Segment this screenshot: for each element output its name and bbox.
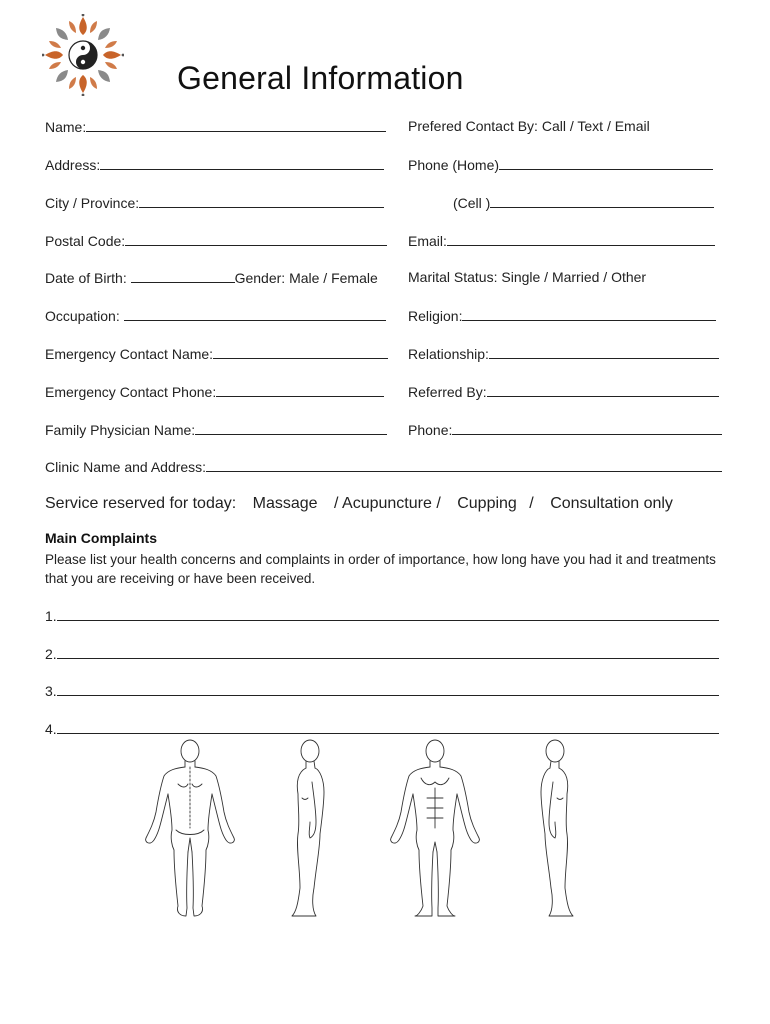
body-back-view xyxy=(146,740,235,916)
relationship-field[interactable] xyxy=(408,345,719,362)
contact-pref-field[interactable] xyxy=(408,118,650,134)
relationship-label: Relationship: xyxy=(408,346,489,362)
phone-input-line[interactable] xyxy=(452,421,722,435)
service-option-consultation[interactable]: Consultation only xyxy=(550,495,673,512)
complaint-line-3[interactable] xyxy=(45,682,719,699)
complaints-title: Main Complaints xyxy=(45,530,158,546)
physician-field[interactable] xyxy=(45,421,387,438)
city-field[interactable] xyxy=(45,194,384,211)
dob-input-line[interactable] xyxy=(131,269,235,283)
complaint-line-2[interactable] xyxy=(45,645,719,662)
complaint-input-line[interactable] xyxy=(57,720,719,734)
occupation-input-line[interactable] xyxy=(124,307,386,321)
address-field[interactable] xyxy=(45,156,384,173)
relationship-input-line[interactable] xyxy=(489,345,719,359)
emergency-phone-field[interactable] xyxy=(45,383,384,400)
yin-yang-logo-icon xyxy=(42,14,124,96)
contact-pref-label[interactable]: Prefered Contact By: Call / Text / Email xyxy=(408,118,650,134)
body-side-view-left xyxy=(292,740,324,916)
emergency-phone-label: Emergency Contact Phone: xyxy=(45,384,217,400)
body-front-view xyxy=(391,740,480,916)
city-input-line[interactable] xyxy=(139,194,384,208)
page-title: General Information xyxy=(177,60,464,96)
postal-field[interactable] xyxy=(45,232,387,249)
email-input-line[interactable] xyxy=(447,232,715,246)
email-label: Email: xyxy=(408,233,447,249)
clinic-field[interactable] xyxy=(45,458,722,475)
body-side-view-right xyxy=(541,740,573,916)
complaint-input-line[interactable] xyxy=(57,645,719,659)
emergency-name-field[interactable] xyxy=(45,345,388,362)
name-input-line[interactable] xyxy=(86,118,386,132)
referred-field[interactable] xyxy=(408,383,719,400)
referred-input-line[interactable] xyxy=(487,383,719,397)
complaint-number: 4. xyxy=(45,721,57,737)
complaints-instructions: Please list your health concerns and complaints in order of importance, how long have you had it and treatments that you are receiving or have been received. xyxy=(45,552,716,586)
city-label: City / Province: xyxy=(45,195,140,211)
religion-field[interactable] xyxy=(408,307,716,324)
complaint-line-1[interactable] xyxy=(45,607,719,624)
name-label: Name: xyxy=(45,119,87,135)
physician-input-line[interactable] xyxy=(195,421,387,435)
marital-label[interactable]: Marital Status: Single / Married / Other xyxy=(408,269,647,285)
referred-label: Referred By: xyxy=(408,384,487,400)
postal-label: Postal Code: xyxy=(45,233,126,249)
phone-home-field[interactable] xyxy=(408,156,713,173)
complaint-input-line[interactable] xyxy=(57,607,719,621)
service-label: Service reserved for today: xyxy=(45,495,237,512)
body-diagram-icon[interactable] xyxy=(130,738,620,923)
religion-label: Religion: xyxy=(408,308,463,324)
complaint-number: 3. xyxy=(45,683,57,699)
service-option-cupping[interactable]: Cupping xyxy=(457,495,517,512)
complaint-input-line[interactable] xyxy=(57,682,719,696)
clinic-label: Clinic Name and Address: xyxy=(45,459,207,475)
physician-label: Family Physician Name: xyxy=(45,422,196,438)
postal-input-line[interactable] xyxy=(125,232,387,246)
service-separator: / xyxy=(529,495,534,512)
address-label: Address: xyxy=(45,157,101,173)
complaint-number: 1. xyxy=(45,608,57,624)
service-option-acupuncture[interactable]: / Acupuncture / xyxy=(334,495,441,512)
cell-input-line[interactable] xyxy=(490,194,714,208)
dob-gender-field[interactable] xyxy=(45,269,378,286)
occupation-field[interactable] xyxy=(45,307,386,324)
emergency-name-input-line[interactable] xyxy=(213,345,388,359)
email-field[interactable] xyxy=(408,232,715,249)
phone-label: Phone: xyxy=(408,422,453,438)
cell-label: (Cell ) xyxy=(453,195,491,211)
complaint-number: 2. xyxy=(45,646,57,662)
religion-input-line[interactable] xyxy=(462,307,716,321)
dob-label: Date of Birth: xyxy=(45,270,127,286)
cell-field[interactable] xyxy=(453,194,714,211)
phone-home-label: Phone (Home) xyxy=(408,157,500,173)
phone-home-input-line[interactable] xyxy=(499,156,713,170)
service-option-massage[interactable]: Massage xyxy=(252,495,318,512)
address-input-line[interactable] xyxy=(100,156,384,170)
emergency-name-label: Emergency Contact Name: xyxy=(45,346,214,362)
emergency-phone-input-line[interactable] xyxy=(216,383,384,397)
marital-field[interactable] xyxy=(408,269,646,285)
clinic-input-line[interactable] xyxy=(206,458,722,472)
name-field[interactable] xyxy=(45,118,386,135)
occupation-label: Occupation: xyxy=(45,308,120,324)
complaint-line-4[interactable] xyxy=(45,720,719,737)
service-row xyxy=(45,495,685,513)
gender-label[interactable]: Gender: Male / Female xyxy=(234,270,378,286)
phone-field[interactable] xyxy=(408,421,722,438)
